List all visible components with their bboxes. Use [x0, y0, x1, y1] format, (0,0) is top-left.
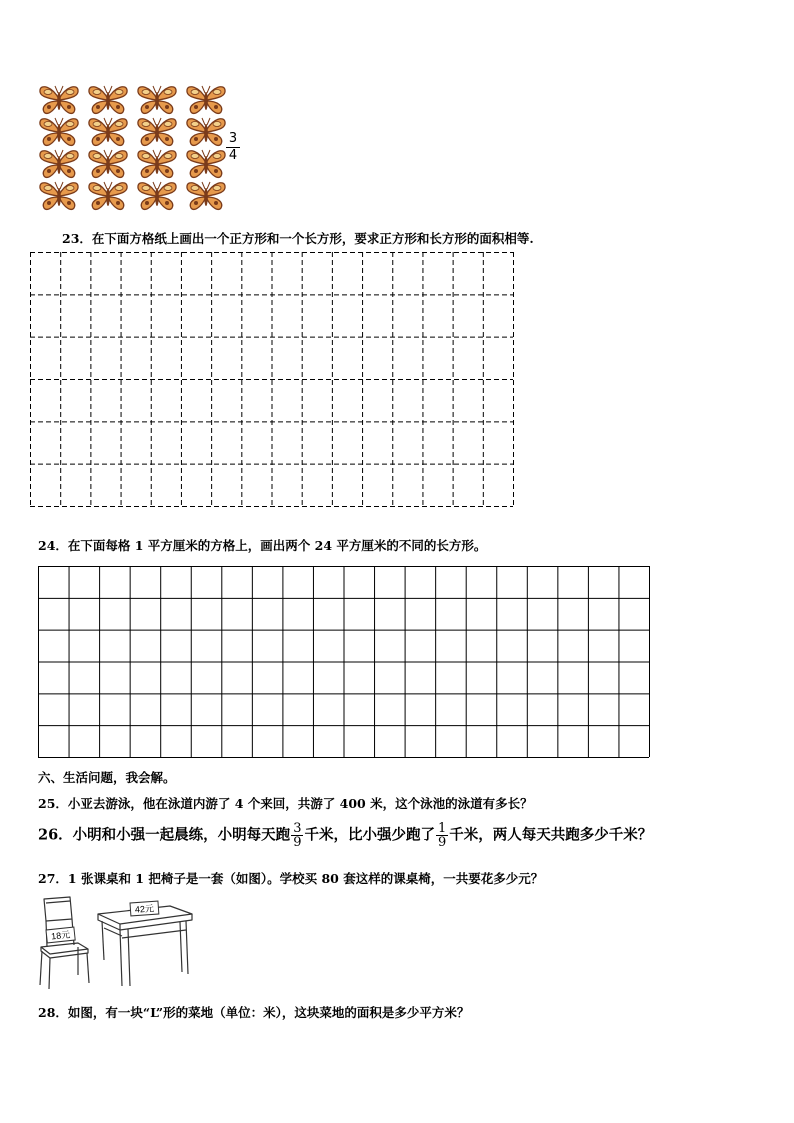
butterfly-icon	[136, 148, 178, 180]
butterfly-icon	[87, 148, 129, 180]
q26-fraction-1	[291, 822, 303, 849]
butterfly-icon	[38, 148, 80, 180]
square-grid-24[interactable]	[38, 566, 650, 758]
butterfly-icon	[38, 116, 80, 148]
q26-text-part2: 千米，比小强少跑了	[304, 826, 435, 844]
chair-price-label: 18元	[50, 929, 71, 942]
desk-price-label: 42元	[134, 903, 155, 915]
question-27: 27．1 张课桌和 1 把椅子是一套（如图）。学校买 80 套这样的课桌椅，一共要花多少元？	[38, 871, 544, 886]
q26-text-part3: 千米，两人每天共跑多少千米？	[449, 826, 653, 844]
q26-frac1-numerator: 3	[293, 821, 302, 836]
butterfly-icon	[38, 180, 80, 212]
section-heading-6: 六、生活问题，我会解。	[38, 770, 176, 785]
butterfly-icon	[87, 180, 129, 212]
q26-frac2-numerator: 1	[437, 821, 447, 836]
question-23: 23．在下面方格纸上画出一个正方形和一个长方形，要求正方形和长方形的面积相等.	[62, 231, 534, 246]
butterfly-icon	[38, 84, 80, 116]
q26-frac2-denominator: 9	[437, 835, 447, 850]
butterfly-illustration	[38, 84, 228, 216]
dashed-grid-23[interactable]	[30, 252, 514, 507]
question-25: 25．小亚去游泳，他在泳道内游了 4 个来回，共游了 400 米，这个泳池的泳道有多长？	[38, 796, 533, 811]
butterfly-icon	[136, 116, 178, 148]
butterfly-icon	[185, 180, 227, 212]
butterfly-icon	[136, 84, 178, 116]
butterfly-icon	[185, 84, 227, 116]
butterfly-icon	[185, 148, 227, 180]
desk-illustration	[96, 900, 196, 990]
butterfly-icon	[87, 116, 129, 148]
fraction-numerator: 3	[226, 131, 240, 148]
q26-text-part1: 26．小明和小强一起晨练，小明每天跑	[38, 826, 291, 844]
fraction-denominator: 4	[228, 148, 238, 163]
butterfly-fraction	[226, 131, 240, 164]
question-28: 28．如图，有一块“L”形的菜地（单位：米），这块菜地的面积是多少平方米？	[38, 1005, 470, 1020]
chair-illustration	[36, 895, 94, 990]
butterfly-icon	[185, 116, 227, 148]
question-24: 24．在下面每格 1 平方厘米的方格上，画出两个 24 平方厘米的不同的长方形。	[38, 538, 487, 553]
q26-fraction-2	[436, 822, 448, 849]
question-26	[38, 822, 652, 849]
butterfly-icon	[136, 180, 178, 212]
q26-frac1-denominator: 9	[293, 835, 302, 850]
butterfly-icon	[87, 84, 129, 116]
